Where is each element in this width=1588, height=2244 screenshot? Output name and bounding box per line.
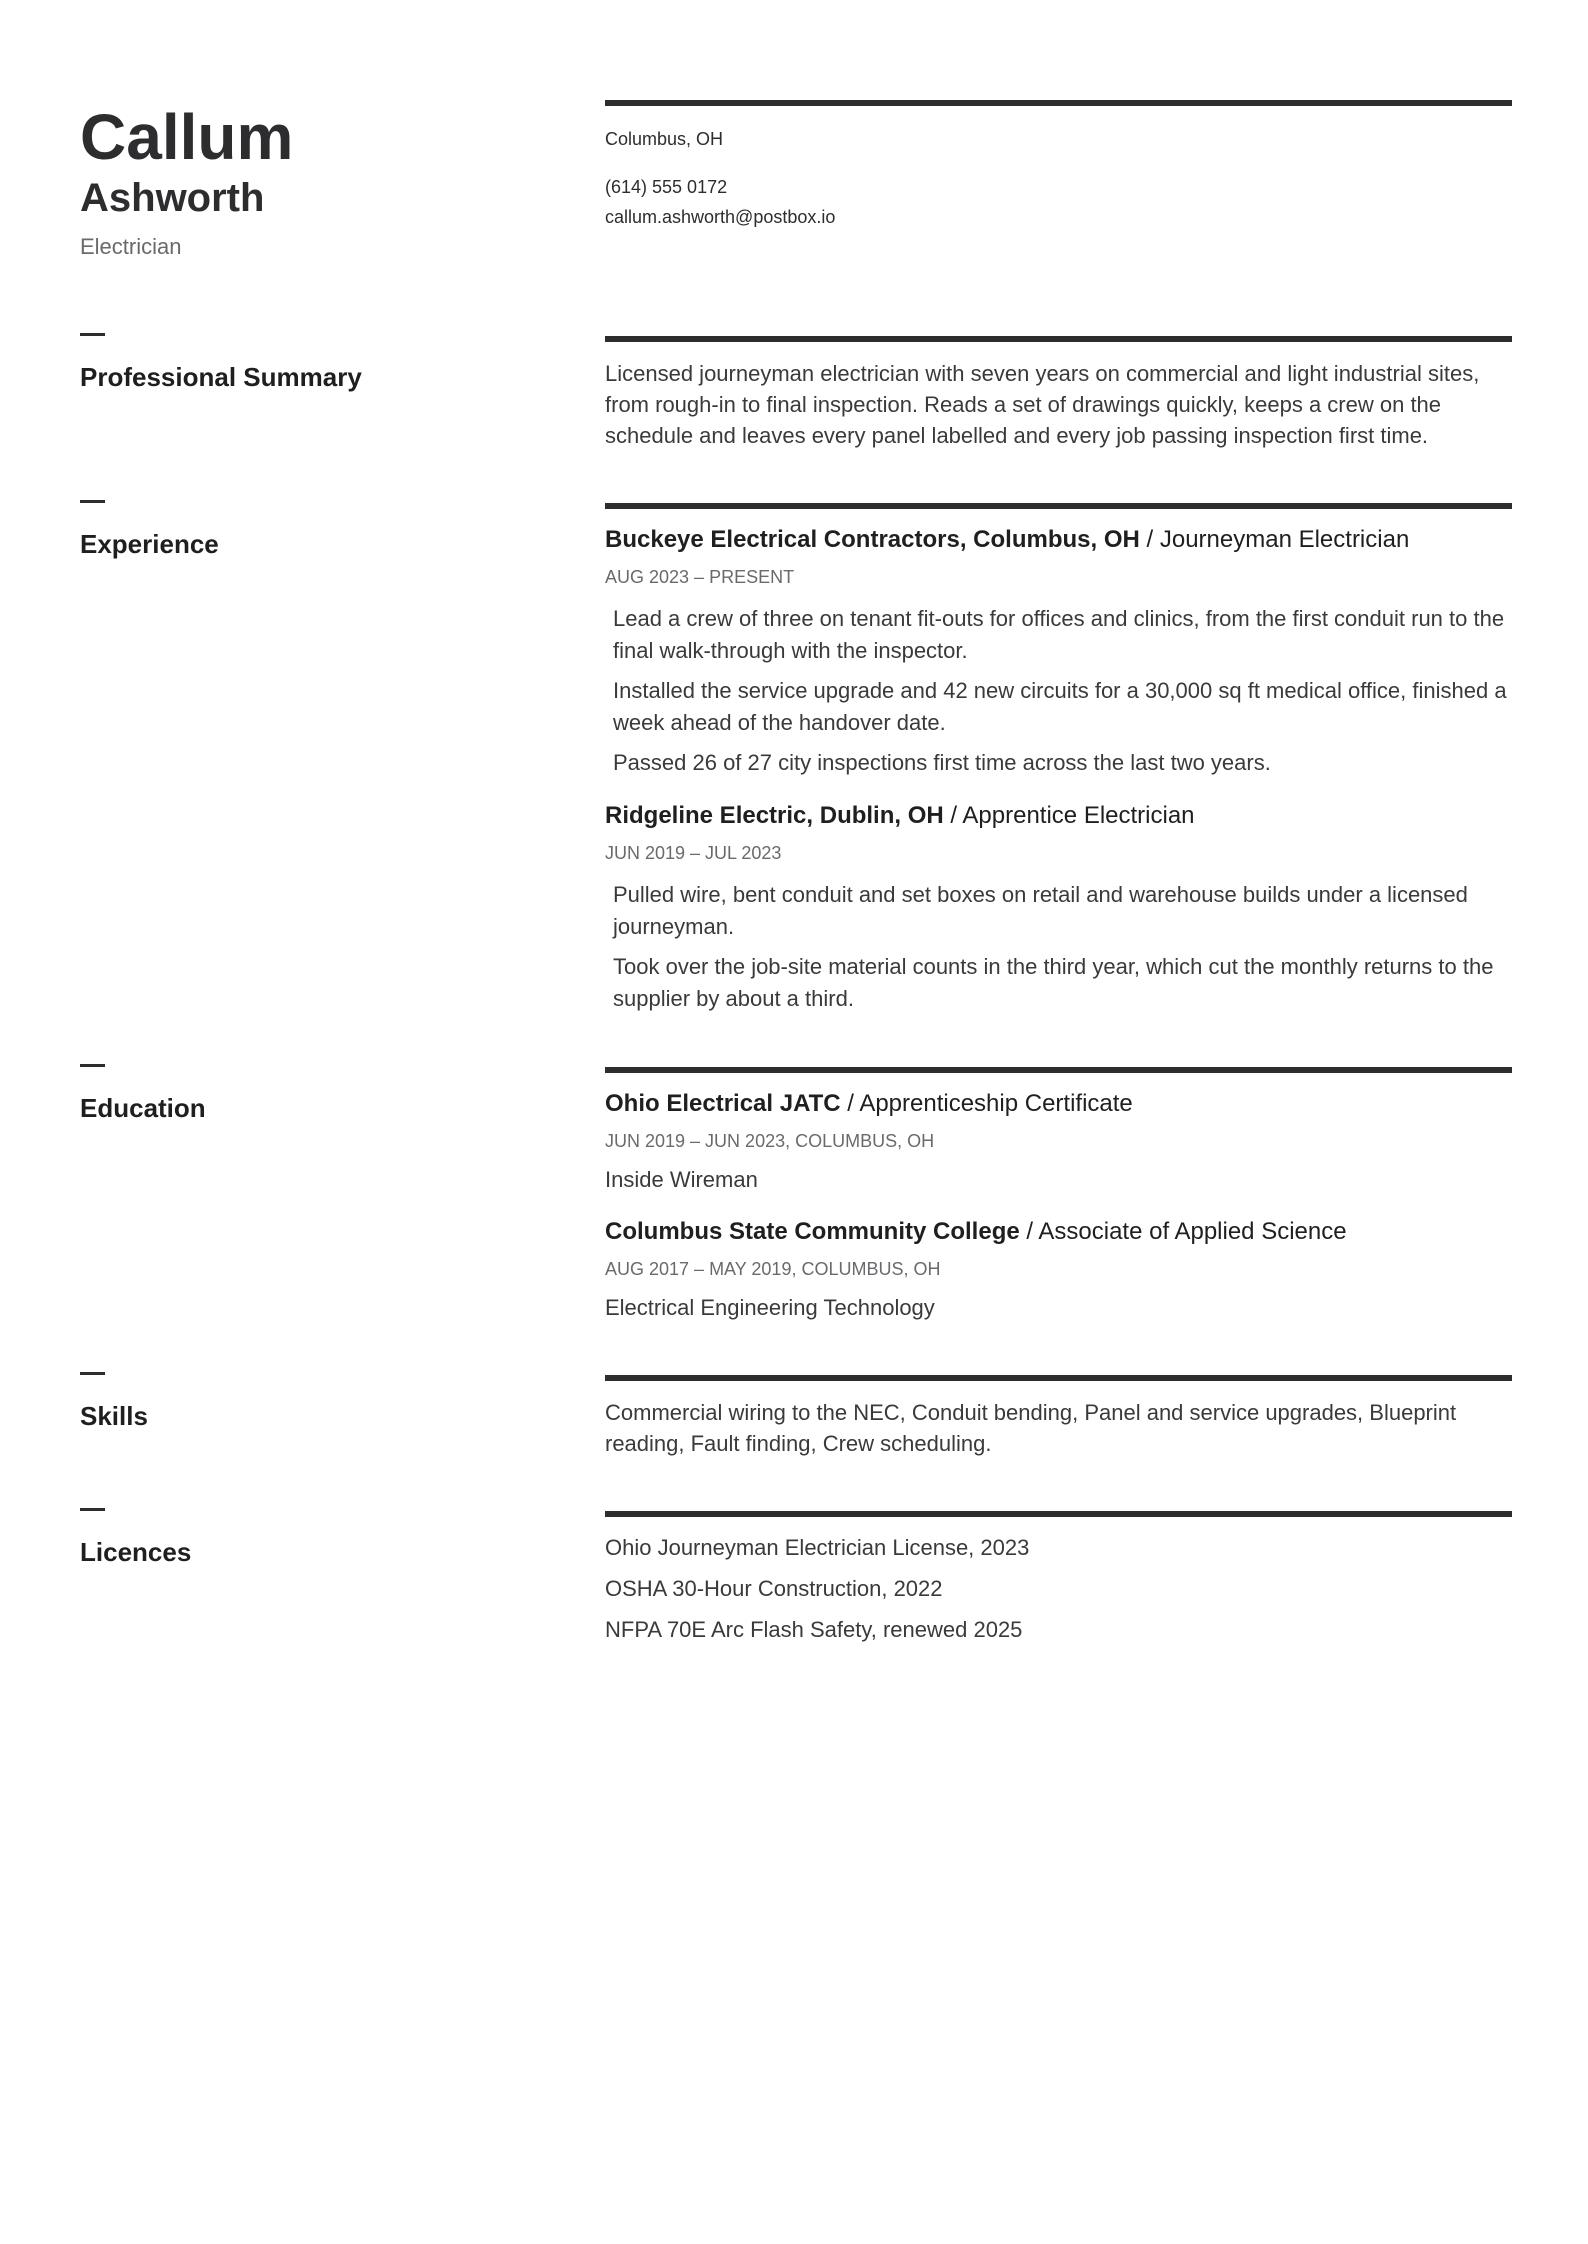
job-title: Electrician (80, 234, 182, 259)
education-section (80, 1067, 1512, 1323)
experience-entry (605, 525, 1512, 779)
resume-header (80, 100, 1512, 260)
job-role: Apprentice Electrician (962, 802, 1195, 829)
first-name: Callum (80, 101, 294, 173)
contact-location: Columbus, OH (605, 129, 724, 149)
section-dash (80, 1372, 105, 1375)
education-dates: JUN 2019 – JUN 2023, COLUMBUS, OH (605, 1131, 935, 1151)
job-role: Journeyman Electrician (1159, 526, 1410, 553)
experience-heading: Experience (80, 529, 219, 559)
job-bullet: Lead a crew of three on tenant fit-outs for offices and clinics, from the first conduit run to the final walk-through with the inspector. (613, 606, 1505, 663)
job-bullets (605, 603, 1512, 779)
job-bullet: Pulled wire, bent conduit and set boxes on retail and warehouse builds under a licensed journeyman. (613, 882, 1468, 939)
job-dates: JUN 2019 – JUL 2023 (605, 843, 782, 863)
skills-heading: Skills (80, 1401, 148, 1431)
job-bullet: Installed the service upgrade and 42 new circuits for a 30,000 sq ft medical office, finished a week ahead of the handover date. (613, 678, 1507, 735)
licence-item: Ohio Journeyman Electrician License, 2023 (605, 1535, 1030, 1560)
contact-phone: (614) 555 0172 (605, 177, 728, 197)
employer-name: Buckeye Electrical Contractors, Columbus, OH (605, 526, 1140, 553)
skills-section (80, 1375, 1512, 1459)
experience-entry-heading: Buckeye Electrical Contractors, Columbus, OH / Journeyman Electrician (605, 526, 1410, 553)
school-name: Columbus State Community College (605, 1218, 1020, 1245)
contact-block (605, 100, 1512, 260)
skills-text: Commercial wiring to the NEC, Conduit bending, Panel and service upgrades, Blueprint reading, Fault finding, Crew scheduling. (605, 1400, 1457, 1456)
education-heading: Education (80, 1093, 206, 1123)
summary-text: Licensed journeyman electrician with seven years on commercial and light industrial sites, from rough-in to final inspection. Reads a set of drawings quickly, keeps a crew on the schedule and leaves every panel labelled and every job passing inspection first time. (605, 361, 1480, 448)
name-block (80, 100, 605, 260)
experience-entry (605, 801, 1512, 1015)
section-dash (80, 500, 105, 503)
education-detail: Electrical Engineering Technology (605, 1295, 935, 1320)
school-name: Ohio Electrical JATC (605, 1090, 841, 1117)
licences-section (80, 1511, 1512, 1656)
education-entry-heading: Columbus State Community College / Associate of Applied Science (605, 1218, 1347, 1245)
section-dash (80, 1064, 105, 1067)
education-entry (605, 1217, 1512, 1323)
education-detail: Inside Wireman (605, 1167, 758, 1192)
education-dates: AUG 2017 – MAY 2019, COLUMBUS, OH (605, 1259, 941, 1279)
job-dates: AUG 2023 – PRESENT (605, 567, 795, 587)
experience-section (80, 503, 1512, 1015)
contact-email: callum.ashworth@postbox.io (605, 207, 836, 227)
licences-heading: Licences (80, 1537, 192, 1567)
job-bullet: Took over the job-site material counts in the third year, which cut the monthly returns to the supplier by about a third. (613, 954, 1494, 1011)
licence-item: NFPA 70E Arc Flash Safety, renewed 2025 (605, 1617, 1023, 1642)
experience-entry-heading: Ridgeline Electric, Dublin, OH / Apprentice Electrician (605, 802, 1195, 829)
degree-name: Apprenticeship Certificate (859, 1090, 1133, 1117)
education-entry-heading: Ohio Electrical JATC / Apprenticeship Certificate (605, 1090, 1133, 1117)
section-dash (80, 1508, 105, 1511)
last-name: Ashworth (80, 176, 265, 220)
degree-name: Associate of Applied Science (1038, 1218, 1347, 1245)
summary-section (80, 336, 1512, 451)
licence-item: OSHA 30-Hour Construction, 2022 (605, 1576, 943, 1601)
section-dash (80, 333, 105, 336)
job-bullet: Passed 26 of 27 city inspections first time across the last two years. (613, 750, 1271, 775)
summary-heading: Professional Summary (80, 362, 362, 392)
education-entry (605, 1089, 1512, 1195)
job-bullets (605, 879, 1512, 1015)
employer-name: Ridgeline Electric, Dublin, OH (605, 802, 944, 829)
